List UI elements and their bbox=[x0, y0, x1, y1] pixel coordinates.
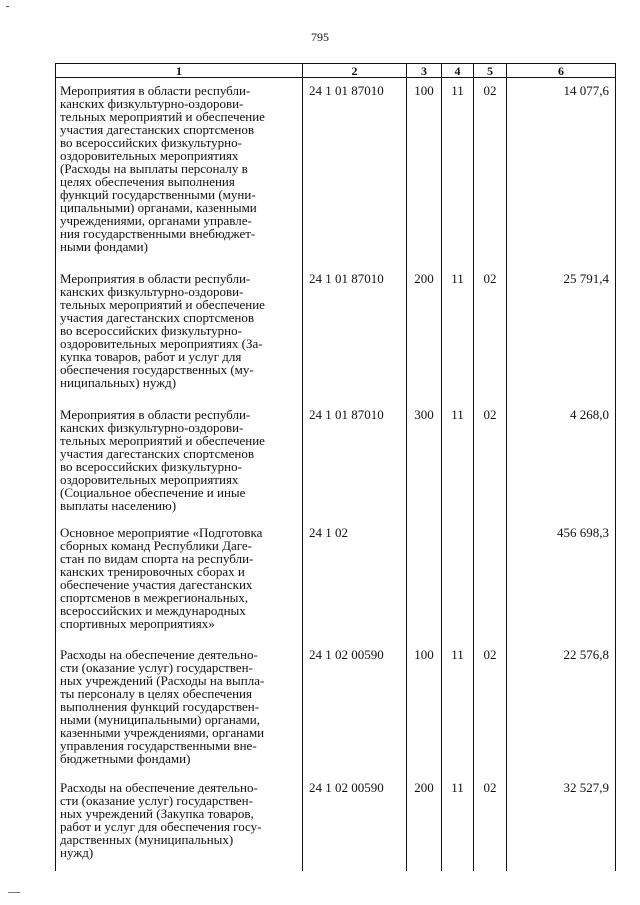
table-row bbox=[56, 520, 616, 642]
row-code: 24 1 01 87010 bbox=[303, 266, 407, 402]
row-code: 24 1 02 00590 bbox=[303, 642, 407, 775]
row-col3: 300 bbox=[407, 402, 442, 520]
row-description: Мероприятия в области республи- канских физкультурно-оздорови- тельных мероприятий и обеспечение участия дагестанских спортсменов во всероссийских физкультурно- оздоровительных мероприятиях (За- купка товаров, работ и услуг для обеспечения государственных (му- ниципальных) нужд) bbox=[56, 266, 303, 402]
row-col3: 100 bbox=[407, 78, 442, 266]
row-col3: 200 bbox=[407, 266, 442, 402]
column-header-5: 5 bbox=[474, 64, 507, 78]
row-col5: 02 bbox=[474, 266, 507, 402]
column-header-1: 1 bbox=[56, 64, 303, 78]
row-col5: 02 bbox=[474, 402, 507, 520]
row-col3: 200 bbox=[407, 775, 442, 871]
row-code: 24 1 01 87010 bbox=[303, 402, 407, 520]
column-header-4: 4 bbox=[442, 64, 474, 78]
page-number: 795 bbox=[311, 30, 329, 44]
table-row bbox=[56, 78, 616, 266]
row-col3: 100 bbox=[407, 642, 442, 775]
row-description: Мероприятия в области республи- канских физкультурно-оздорови- тельных мероприятий и обеспечение участия дагестанских спортсменов во всероссийских физкультурно- оздоровительных мероприятиях (Расходы на выплаты персоналу в целях обеспечения выполнения функций государственными (муни- ципальными) органами, казенными учреждениями, органами управле- ния государственными внебюджет- ными фондами) bbox=[56, 78, 303, 266]
scan-corner-mark bbox=[6, 6, 9, 7]
row-col5 bbox=[474, 520, 507, 642]
column-header-2: 2 bbox=[303, 64, 407, 78]
row-amount: 22 576,8 bbox=[507, 642, 616, 775]
row-description: Мероприятия в области республи- канских физкультурно-оздорови- тельных мероприятий и обеспечение участия дагестанских спортсменов во всероссийских физкультурно- оздоровительных мероприятиях (Социальное обеспечение и иные выплаты населению) bbox=[56, 402, 303, 520]
row-col5: 02 bbox=[474, 775, 507, 871]
scan-bottom-mark bbox=[8, 892, 20, 893]
row-col5: 02 bbox=[474, 642, 507, 775]
table-row bbox=[56, 402, 616, 520]
table-row bbox=[56, 266, 616, 402]
row-col4: 11 bbox=[442, 78, 474, 266]
row-code: 24 1 02 00590 bbox=[303, 775, 407, 871]
row-code: 24 1 02 bbox=[303, 520, 407, 642]
column-header-3: 3 bbox=[407, 64, 442, 78]
row-col4: 11 bbox=[442, 402, 474, 520]
table-row bbox=[56, 775, 616, 871]
row-description: Основное мероприятие «Подготовка сборных команд Республики Даге- стан по видам спорта на республи- канских тренировочных сборах и обеспечение участия дагестанских спортсменов в межрегиональных, всероссийских и международных спортивных мероприятиях» bbox=[56, 520, 303, 642]
header-row bbox=[56, 64, 616, 78]
column-header-6: 6 bbox=[507, 64, 616, 78]
row-amount: 32 527,9 bbox=[507, 775, 616, 871]
row-col3 bbox=[407, 520, 442, 642]
row-amount: 4 268,0 bbox=[507, 402, 616, 520]
row-amount: 25 791,4 bbox=[507, 266, 616, 402]
row-amount: 456 698,3 bbox=[507, 520, 616, 642]
row-description: Расходы на обеспечение деятельно- сти (оказание услуг) государствен- ных учреждений (Расходы на выпла- ты персоналу в целях обеспечения выполнения функций государствен- ными (муниципальными) органами, казенными учреждениями, органами управления государственными вне- бюджетными фондами) bbox=[56, 642, 303, 775]
row-col5: 02 bbox=[474, 78, 507, 266]
row-code: 24 1 01 87010 bbox=[303, 78, 407, 266]
row-amount: 14 077,6 bbox=[507, 78, 616, 266]
table-row bbox=[56, 642, 616, 775]
row-col4: 11 bbox=[442, 775, 474, 871]
row-col4: 11 bbox=[442, 642, 474, 775]
row-description: Расходы на обеспечение деятельно- сти (оказание услуг) государствен- ных учреждений (Закупка товаров, работ и услуг для обеспечения госу- дарственных (муниципальных) нужд) bbox=[56, 775, 303, 871]
budget-table bbox=[55, 63, 616, 871]
row-col4: 11 bbox=[442, 266, 474, 402]
row-col4 bbox=[442, 520, 474, 642]
